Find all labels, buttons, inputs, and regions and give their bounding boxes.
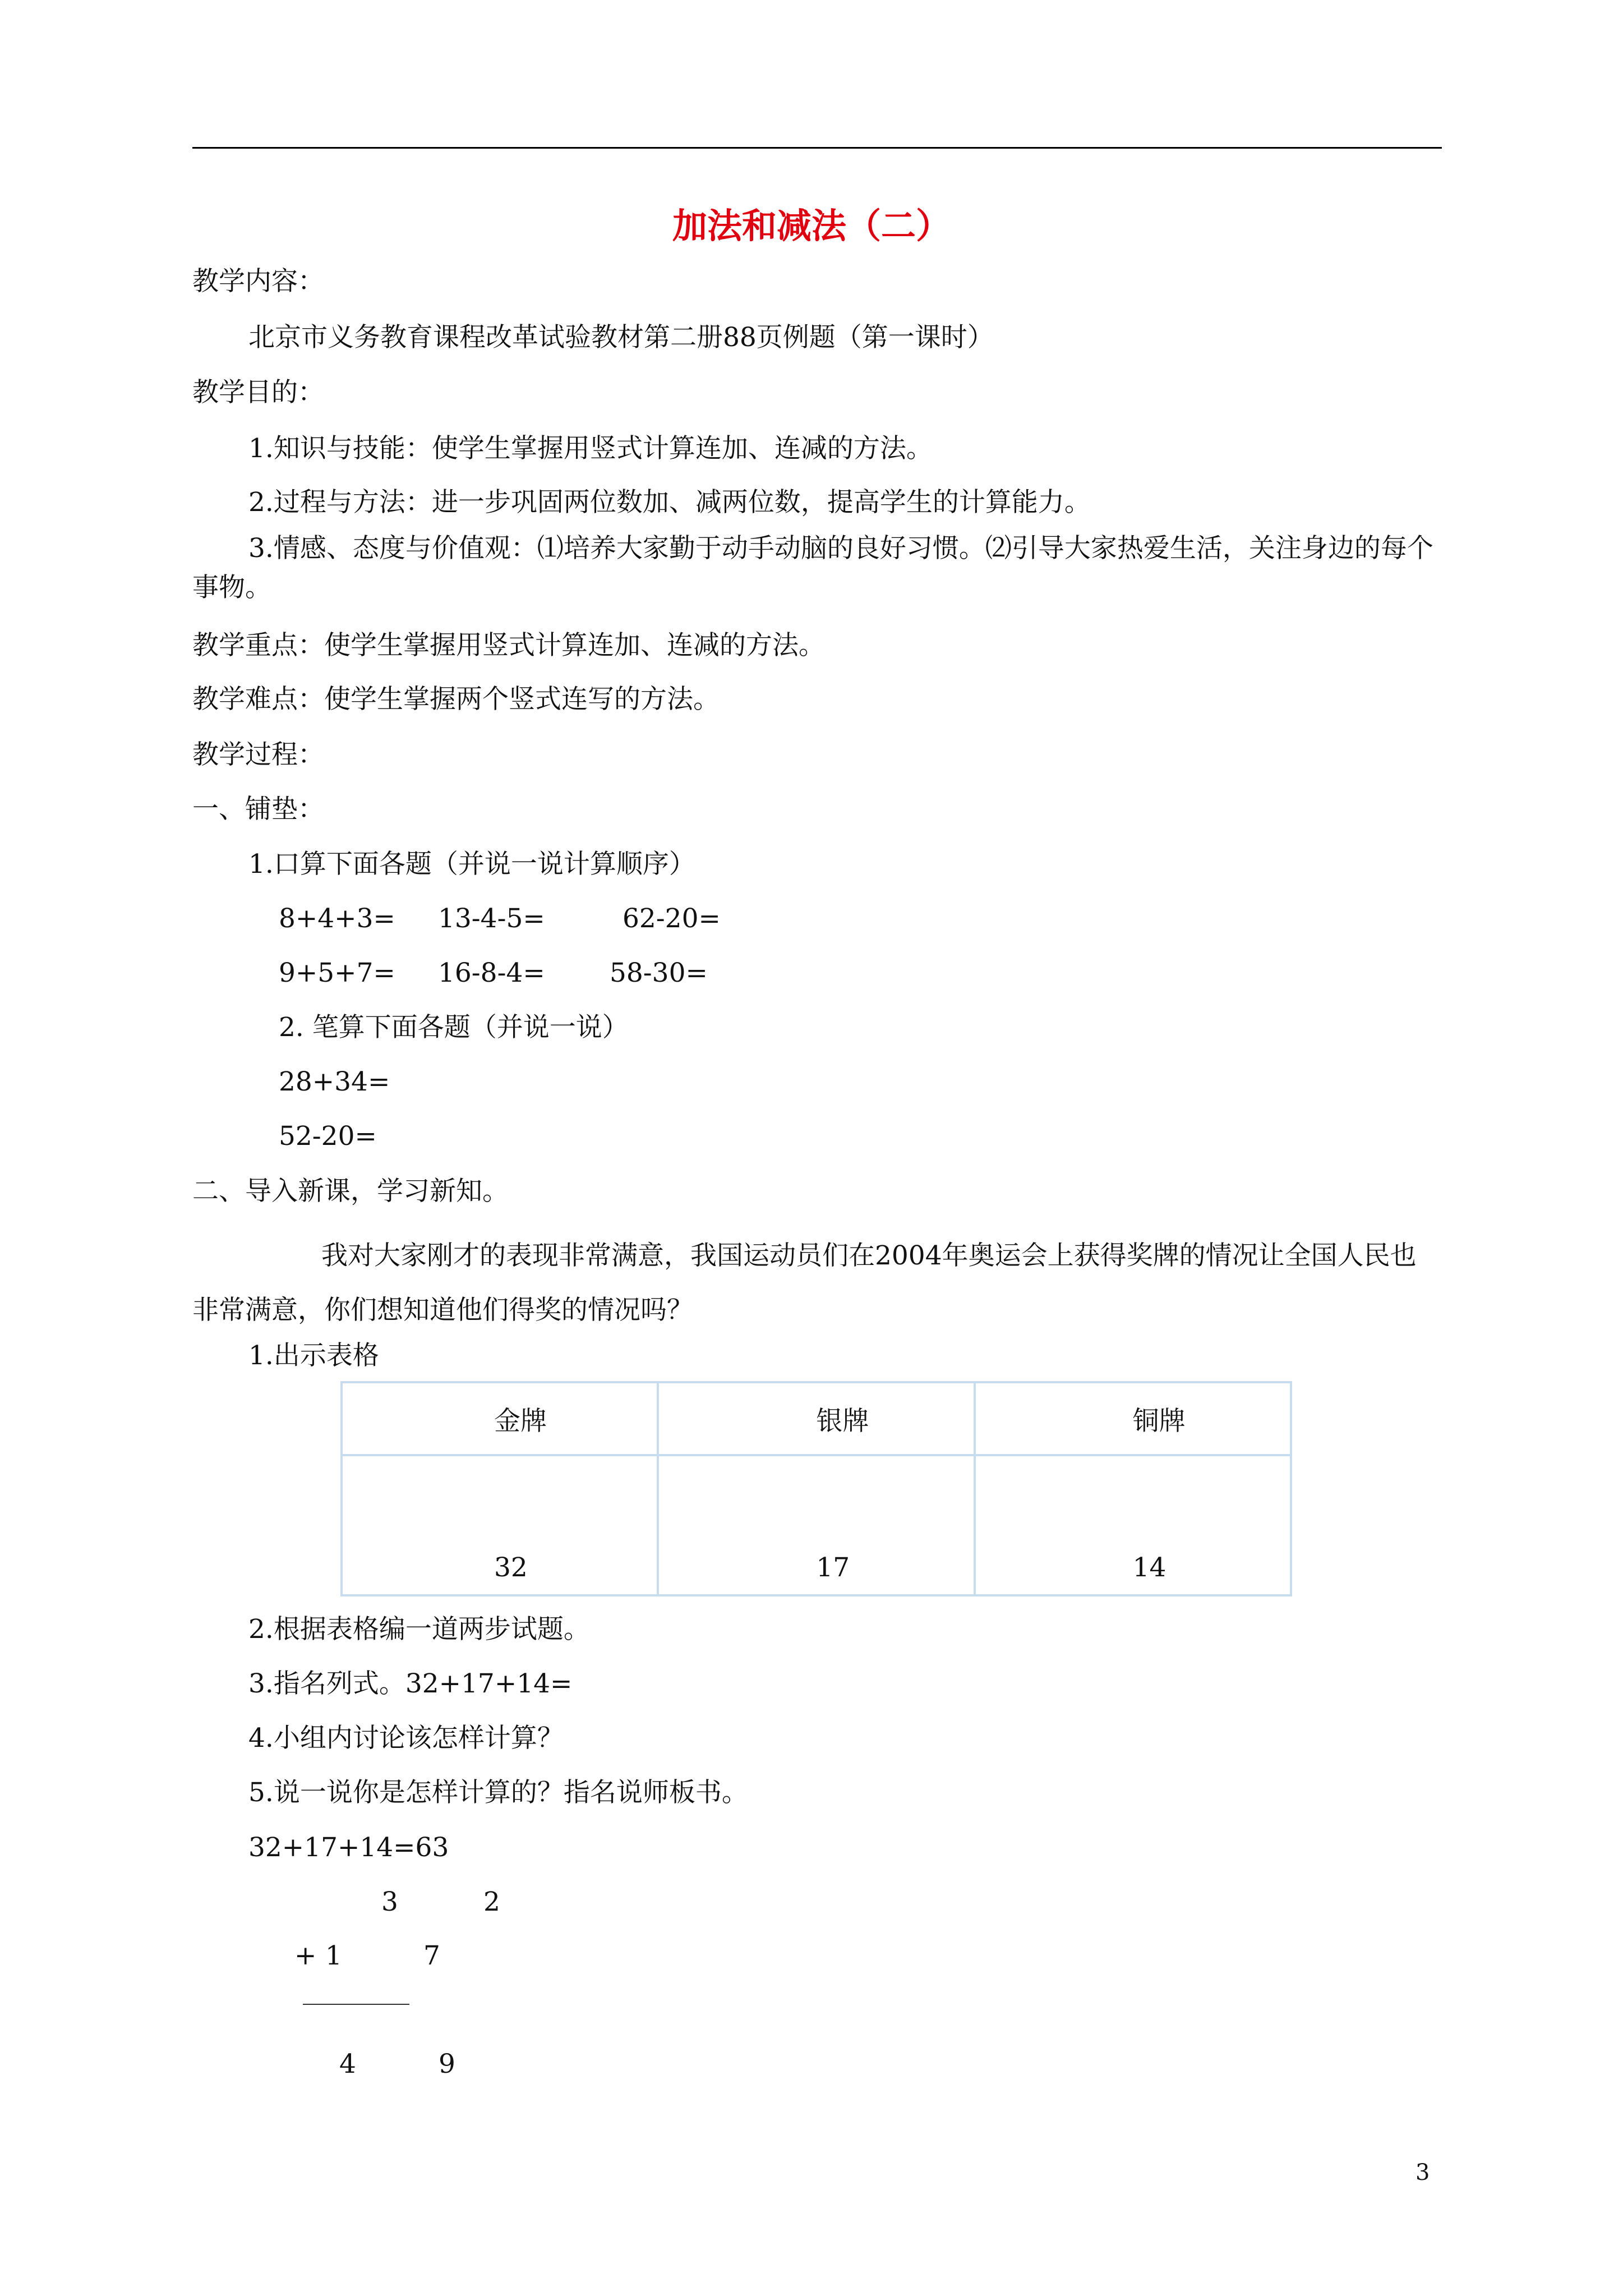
section-2-item-5: 5.说一说你是怎样计算的？指名说师板书。	[248, 1777, 748, 1808]
page-number: 3	[1415, 2160, 1430, 2185]
vertical-digit: 1	[325, 1940, 342, 1971]
section-1-item-1: 1.口算下面各题（并说一说计算顺序）	[248, 849, 695, 880]
vertical-digit: 3	[381, 1887, 398, 1917]
written-problem: 52-20=	[279, 1121, 377, 1152]
oral-problem: 9+5+7=	[279, 958, 395, 988]
content-label: 教学内容：	[192, 266, 324, 297]
section-2-item-2: 2.根据表格编一道两步试题。	[248, 1614, 590, 1645]
table-header-silver: 银牌	[658, 1382, 974, 1455]
table-cell-gold: 32	[342, 1455, 658, 1595]
oral-problem: 62-20=	[623, 903, 721, 934]
oral-problem: 58-30=	[610, 958, 708, 988]
vertical-digit: 7	[423, 1940, 440, 1971]
page-title: 加法和减法（二）	[672, 205, 951, 246]
section-1-heading: 一、铺垫：	[192, 794, 324, 825]
written-problem: 28+34=	[279, 1066, 390, 1097]
process-label: 教学过程：	[192, 739, 324, 770]
section-2-item-1: 1.出示表格	[248, 1340, 379, 1371]
vertical-digit: 2	[483, 1887, 500, 1917]
key-point: 教学重点：使学生掌握用竖式计算连加、连减的方法。	[192, 630, 825, 661]
table-cell-bronze: 14	[975, 1455, 1291, 1595]
table-header-bronze: 铜牌	[975, 1382, 1291, 1455]
goal-1: 1.知识与技能：使学生掌握用竖式计算连加、连减的方法。	[248, 433, 933, 464]
intro-paragraph: 我对大家刚才的表现非常满意，我国运动员们在2004年奥运会上获得奖牌的情况让全国人民也非常满意，你们想知道他们得奖的情况吗？	[192, 1240, 1417, 1326]
table-header-gold: 金牌	[342, 1382, 658, 1455]
goal-3: 3.情感、态度与价值观：⑴培养大家勤于动手动脑的良好习惯。⑵引导大家热爱生活，关注身边的每个事物。	[192, 533, 1433, 603]
section-1-item-2: 2. 笔算下面各题（并说一说）	[279, 1012, 629, 1043]
goal-label: 教学目的：	[192, 377, 324, 408]
difficulty: 教学难点：使学生掌握两个竖式连写的方法。	[192, 684, 720, 715]
section-2-heading: 二、导入新课，学习新知。	[192, 1176, 509, 1207]
vertical-digit: 9	[439, 2049, 455, 2079]
table-cell-silver: 17	[658, 1455, 974, 1595]
oral-problem: 13-4-5=	[438, 903, 545, 934]
oral-problem: 16-8-4=	[438, 958, 545, 988]
header-rule	[192, 147, 1442, 149]
goal-2: 2.过程与方法：进一步巩固两位数加、减两位数，提高学生的计算能力。	[248, 487, 1091, 518]
vertical-digit: 4	[339, 2049, 356, 2079]
section-2-item-4: 4.小组内讨论该怎样计算？	[248, 1723, 564, 1754]
equation: 32+17+14=63	[248, 1832, 449, 1863]
oral-problem: 8+4+3=	[279, 903, 395, 934]
plus-sign: +	[294, 1940, 317, 1971]
vertical-sum-rule	[303, 2004, 409, 2005]
content-text: 北京市义务教育课程改革试验教材第二册88页例题（第一课时）	[248, 322, 994, 353]
medal-table	[340, 1381, 1292, 1596]
section-2-item-3: 3.指名列式。32+17+14=	[248, 1668, 573, 1699]
